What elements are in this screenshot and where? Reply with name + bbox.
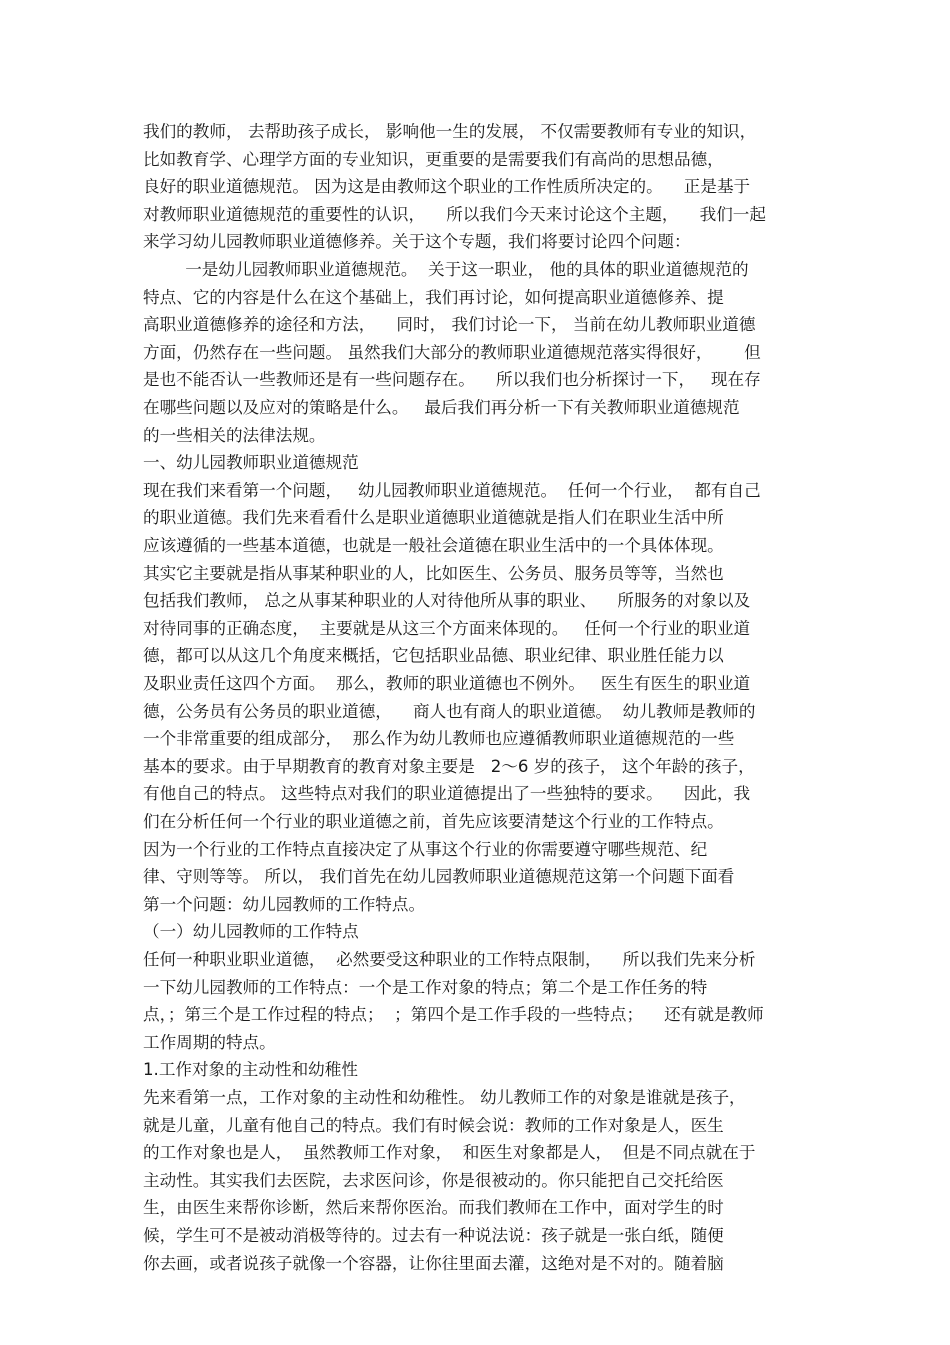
text-line: 候，学生可不是被动消极等待的。过去有一种说法说：孩子就是一张白纸，随便 xyxy=(143,1226,724,1245)
text-line: 现在我们来看第一个问题， 幼儿园教师职业道德规范。 任何一个行业， 都有自己 xyxy=(143,480,761,500)
text-line: 比如教育学、心理学方面的专业知识，更重要的是需要我们有高尚的思想品德， xyxy=(143,149,724,169)
text-line: 其实它主要就是指从事某种职业的人，比如医生、公务员、服务员等等，当然也 xyxy=(143,563,724,583)
text-line: 工作周期的特点。 xyxy=(143,1032,276,1052)
text-line: 就是儿童，儿童有他自己的特点。我们有时候会说：教师的工作对象是人，医生 xyxy=(143,1115,724,1135)
text-line: 一、幼儿园教师职业道德规范 xyxy=(143,453,359,473)
text-line: 方面，仍然存在一些问题。 虽然我们大部分的教师职业道德规范落实得很好， 但 xyxy=(143,342,761,362)
text-line: 的工作对象也是人， 虽然教师工作对象， 和医生对象都是人， 但是不同点就在于 xyxy=(143,1143,756,1163)
text-line: 主动性。其实我们去医院，去求医问诊，你是很被动的。你只能把自己交托给医 xyxy=(143,1170,724,1190)
text-line: 应该遵循的一些基本道德，也就是一般社会道德在职业生活中的一个具体体现。 xyxy=(143,536,724,555)
text-line: 良好的职业道德规范。 因为这是由教师这个职业的工作性质所决定的。 正是基于 xyxy=(143,177,751,197)
text-line: 一个非常重要的组成部分， 那么作为幼儿教师也应遵循教师职业道德规范的一些 xyxy=(143,729,735,749)
text-line: 律、守则等等。 所以， 我们首先在幼儿园教师职业道德规范这第一个问题下面看 xyxy=(143,867,735,887)
text-line: 有他自己的特点。 这些特点对我们的职业道德提出了一些独特的要求。 因此，我 xyxy=(143,784,751,804)
text-line: 对教师职业道德规范的重要性的认识， 所以我们今天来讨论这个主题， 我们一起 xyxy=(143,204,766,224)
text-line: 任何一种职业职业道德， 必然要受这种职业的工作特点限制， 所以我们先来分析 xyxy=(143,950,756,969)
text-line: 一是幼儿园教师职业道德规范。 关于这一职业， 他的具体的职业道德规范的 xyxy=(143,260,749,279)
text-line: 们在分析任何一个行业的职业道德之前，首先应该要清楚这个行业的工作特点。 xyxy=(143,812,724,831)
text-line: （一）幼儿园教师的工作特点 xyxy=(143,922,359,942)
text-line: 对待同事的正确态度， 主要就是从这三个方面来体现的。 任何一个行业的职业道 xyxy=(143,618,751,638)
text-line: 一下幼儿园教师的工作特点：一个是工作对象的特点；第二个是工作任务的特 xyxy=(143,977,708,997)
text-line: 我们的教师， 去帮助孩子成长， 影响他一生的发展， 不仅需要教师有专业的知识， xyxy=(143,122,757,141)
text-line: 在哪些问题以及应对的策略是什么。 最后我们再分析一下有关教师职业道德规范 xyxy=(143,398,740,417)
text-line: 生，由医生来帮你诊断，然后来帮你医治。而我们教师在工作中，面对学生的时 xyxy=(143,1198,724,1218)
text-line: 是也不能否认一些教师还是有一些问题存在。 所以我们也分析探讨一下， 现在存 xyxy=(143,370,761,390)
text-line: 高职业道德修养的途径和方法， 同时， 我们讨论一下， 当前在幼儿教师职业道德 xyxy=(143,315,756,335)
text-line: 来学习幼儿园教师职业道德修养。关于这个专题，我们将要讨论四个问题： xyxy=(143,232,691,252)
text-line: 及职业责任这四个方面。 那么，教师的职业道德也不例外。 医生有医生的职业道 xyxy=(143,674,751,693)
text-line: 的一些相关的法律法规。 xyxy=(143,425,326,445)
text-line: 包括我们教师， 总之从事某种职业的人对待他所从事的职业、 所服务的对象以及 xyxy=(143,591,751,611)
text-line: 1.工作对象的主动性和幼稚性 xyxy=(143,1060,358,1080)
text-line: 先来看第一点，工作对象的主动性和幼稚性。 幼儿教师工作的对象是谁就是孩子， xyxy=(143,1088,746,1107)
text-line: 第一个问题：幼儿园教师的工作特点。 xyxy=(143,894,426,914)
text-line: 特点、它的内容是什么在这个基础上，我们再讨论，如何提高职业道德修养、提 xyxy=(143,287,724,307)
text-line: 你去画，或者说孩子就像一个容器，让你往里面去灌，这绝对是不对的。随着脑 xyxy=(143,1253,724,1273)
text-line: 因为一个行业的工作特点直接决定了从事这个行业的你需要遵守哪些规范、纪 xyxy=(143,839,708,859)
text-line: 德，公务员有公务员的职业道德， 商人也有商人的职业道德。 幼儿教师是教师的 xyxy=(143,701,756,721)
text-line: 基本的要求。由于早期教育的教育对象主要是 2～6 岁的孩子， 这个年龄的孩子， xyxy=(143,756,755,776)
text-line: 德，都可以从这几个角度来概括，它包括职业品德、职业纪律、职业胜任能力以 xyxy=(143,646,724,666)
text-line: 点，；第三个是工作过程的特点； ；第四个是工作手段的一些特点； 还有就是教师 xyxy=(143,1005,764,1025)
text-line: 的职业道德。我们先来看看什么是职业道德职业道德就是指人们在职业生活中所 xyxy=(143,508,724,528)
